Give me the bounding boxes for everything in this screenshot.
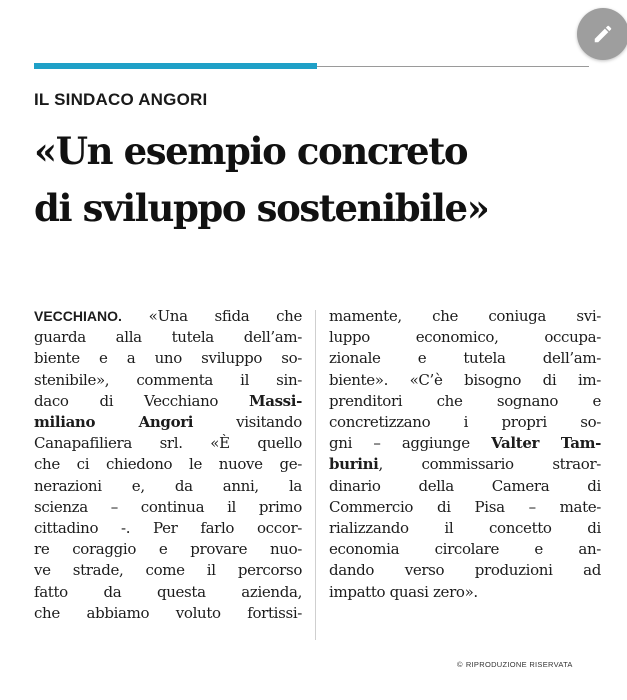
body-line: dinario della Camera di xyxy=(329,476,601,495)
person-name-bold: burini xyxy=(329,455,379,474)
headline-line-2: di sviluppo sostenibile» xyxy=(34,186,489,230)
body-text: , commissario straor- xyxy=(378,455,601,474)
body-line xyxy=(329,454,601,475)
edit-button[interactable] xyxy=(577,8,627,60)
person-name-bold: Valter Tam- xyxy=(491,434,601,453)
copyright-notice xyxy=(457,660,573,669)
body-line: rializzando il concetto di xyxy=(329,519,601,538)
person-name-bold: miliano Angori xyxy=(34,413,194,432)
body-line xyxy=(34,412,302,433)
pencil-icon xyxy=(592,23,614,45)
body-line xyxy=(34,391,302,412)
body-line: mamente, che coniuga svi- xyxy=(329,307,601,325)
section-accent-bar xyxy=(34,63,317,69)
body-line: scienza – continua il primo xyxy=(34,497,302,516)
body-line: prenditori che sognano e xyxy=(329,391,601,410)
body-line: che ci chiedono le nuove ge- xyxy=(34,455,302,474)
article-dateline: VECCHIANO. xyxy=(34,308,122,324)
copyright-mark: © xyxy=(457,660,463,669)
column-divider xyxy=(315,310,316,640)
article-column-left xyxy=(34,306,302,624)
body-line: nerazioni e, da anni, la xyxy=(34,476,302,495)
body-line: Canapafiliera srl. «È quello xyxy=(34,434,302,453)
body-text: daco di Vecchiano xyxy=(34,391,249,410)
body-line: dando verso produzioni ad xyxy=(329,561,601,580)
article-kicker: IL SINDACO ANGORI xyxy=(34,90,208,109)
body-text: visitando xyxy=(193,413,302,432)
body-line: cittadino -. Per farlo occor- xyxy=(34,519,302,538)
body-line xyxy=(34,306,302,327)
body-line: concretizzano i propri so- xyxy=(329,413,601,432)
body-line: biente e a uno sviluppo so- xyxy=(34,349,302,368)
section-rule-line xyxy=(317,66,589,67)
article-column-right xyxy=(329,306,601,603)
body-line: impatto quasi zero». xyxy=(329,582,478,601)
body-line: che abbiamo voluto fortissi- xyxy=(34,603,302,622)
body-line: zionale e tutela dell’am- xyxy=(329,349,601,368)
body-line: re coraggio e provare nuo- xyxy=(34,540,302,559)
headline-line-1: «Un esempio concreto xyxy=(34,129,468,173)
body-text: «Una sfida che xyxy=(121,307,302,325)
body-line xyxy=(329,433,601,454)
body-line: guarda alla tutela dell’am- xyxy=(34,328,302,347)
body-line: luppo economico, occupa- xyxy=(329,328,601,347)
body-line: economia circolare e an- xyxy=(329,540,601,559)
body-line: biente». «C’è bisogno di im- xyxy=(329,370,601,389)
body-line: Commercio di Pisa – mate- xyxy=(329,497,601,516)
person-name-bold: Massi- xyxy=(248,391,302,410)
body-line: fatto da questa azienda, xyxy=(34,582,302,601)
copyright-text: RIPRODUZIONE RISERVATA xyxy=(465,660,573,669)
body-line: ve strade, come il percorso xyxy=(34,561,302,580)
body-text: gni – aggiunge xyxy=(329,434,492,453)
article-headline xyxy=(34,123,604,237)
body-line: stenibile», commenta il sin- xyxy=(34,370,302,389)
